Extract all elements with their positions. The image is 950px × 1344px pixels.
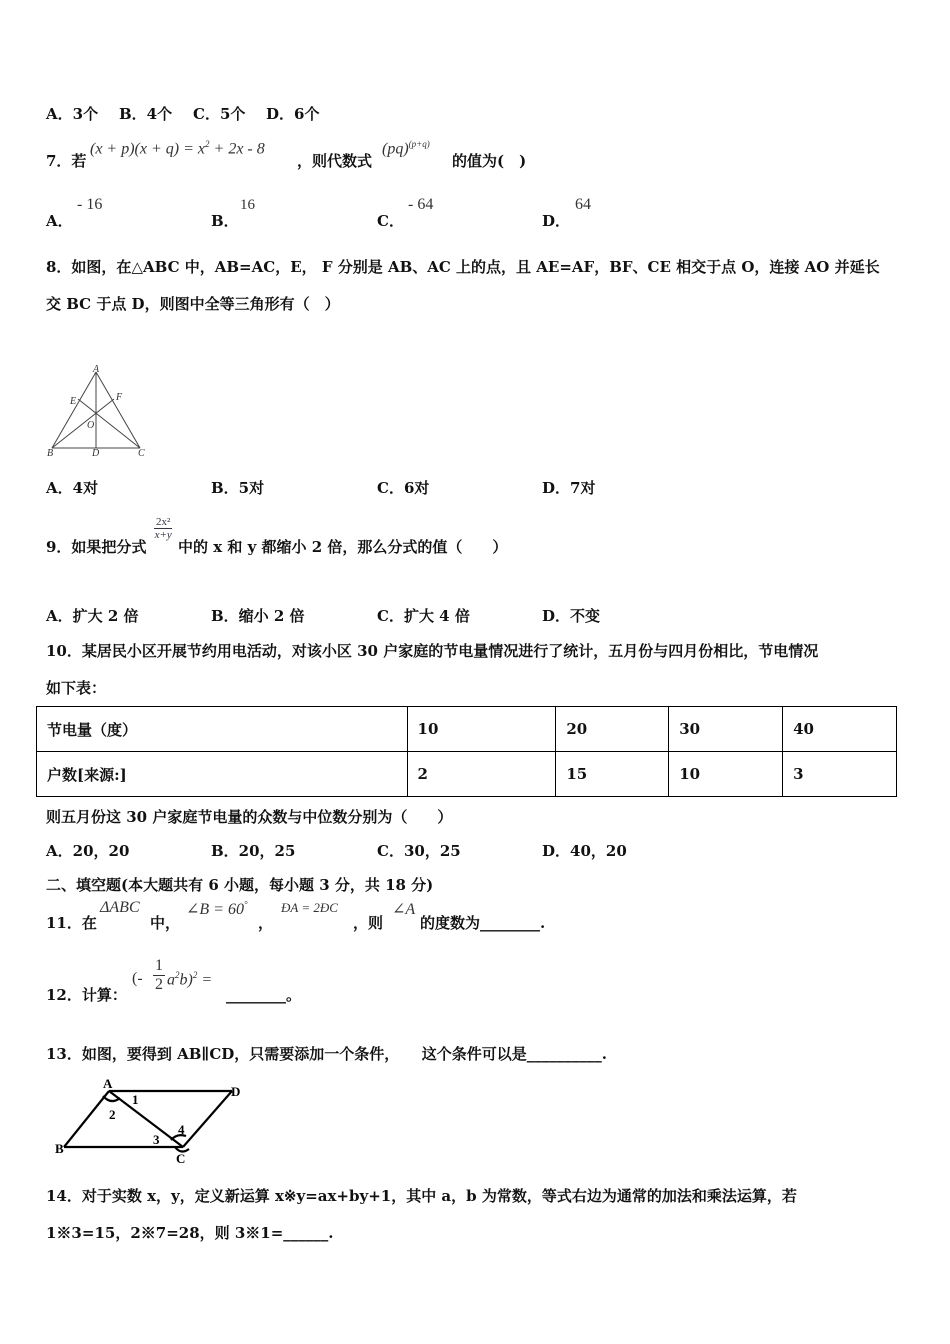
q7-option-a-value: - 16 bbox=[77, 196, 103, 213]
table-cell: 20 bbox=[556, 707, 669, 752]
q12-fraction bbox=[153, 957, 165, 994]
q8-label-c: C bbox=[138, 448, 145, 458]
q13-label-a: A bbox=[103, 1076, 113, 1091]
q7-expression: (pq)$^{(p+q)}$ bbox=[382, 139, 430, 158]
q11-prefix: 11．在 bbox=[46, 914, 97, 932]
q14-line2: 1※3=15，2※7=28，则 3※1=______. bbox=[46, 1224, 334, 1242]
q8-label-o: O bbox=[87, 420, 95, 431]
q9-fraction-num: 2x² bbox=[156, 516, 171, 528]
table-cell: 节电量（度） bbox=[37, 707, 408, 752]
q8-triangle-figure bbox=[44, 364, 156, 458]
q11-angle-a: ∠A bbox=[392, 901, 416, 918]
table-cell: 40 bbox=[783, 707, 897, 752]
q7-option-c-value: - 64 bbox=[408, 196, 434, 213]
q14-line1: 14．对于实数 x，y，定义新运算 x※y=ax+by+1，其中 a，b 为常数，等式右边为通常的加法和乘法运算，若 bbox=[46, 1187, 797, 1205]
table-cell: 30 bbox=[669, 707, 783, 752]
q10-after: 则五月份这 30 户家庭节电量的众数与中位数分别为（ ） bbox=[46, 808, 453, 826]
q13-label-b: B bbox=[55, 1141, 64, 1156]
q13-label-1: 1 bbox=[132, 1092, 139, 1107]
q9-option-b: B．缩小 2 倍 bbox=[211, 607, 305, 625]
q8-label-d: D bbox=[92, 448, 100, 458]
q10-option-b: B．20，25 bbox=[211, 842, 296, 860]
q8-option-c: C．6对 bbox=[377, 479, 430, 497]
q7-equation: $(x + p)(x + q) = x^2 + 2x - 8$ bbox=[90, 139, 265, 158]
table-row bbox=[37, 707, 897, 752]
q7-option-a-label: A． bbox=[46, 212, 73, 230]
q10-line1: 10．某居民小区开展节约用电活动，对该小区 30 户家庭的节电量情况进行了统计，五月份与四月份相比，节电情况 bbox=[46, 642, 819, 660]
q8-label-f: F bbox=[116, 392, 123, 403]
q7-suffix: 的值为( ) bbox=[452, 152, 527, 170]
q13-text: 13．如图，要得到 AB∥CD，只需要添加一个条件， 这个条件可以是__________. bbox=[46, 1045, 608, 1063]
table-row bbox=[37, 752, 897, 797]
q9-fraction bbox=[154, 516, 172, 541]
q8-option-b: B．5对 bbox=[211, 479, 265, 497]
q12-open: (- bbox=[132, 970, 143, 987]
q11-mid1: 中， bbox=[150, 914, 181, 932]
q8-line1: 8．如图，在△ABC 中，AB=AC，E， F 分别是 AB、AC 上的点，且 AE=AF，BF、CE 相交于点 O，连接 AO 并延长 bbox=[46, 258, 880, 276]
table-cell: 10 bbox=[669, 752, 783, 797]
q13-label-d: D bbox=[231, 1084, 241, 1099]
q9-option-a: A．扩大 2 倍 bbox=[46, 607, 139, 625]
q9-option-d: D．不变 bbox=[542, 607, 601, 625]
q10-option-c: C．30，25 bbox=[377, 842, 461, 860]
table-cell: 15 bbox=[556, 752, 669, 797]
q12-frac-den: 2 bbox=[155, 976, 163, 993]
q10-line2: 如下表： bbox=[46, 679, 107, 697]
q11-triangle: ΔABC bbox=[100, 899, 140, 916]
q7-option-d-label: D． bbox=[542, 212, 571, 230]
q13-label-3: 3 bbox=[153, 1132, 160, 1147]
q8-option-a: A．4对 bbox=[46, 479, 99, 497]
q7-option-b-value: 16 bbox=[240, 197, 255, 213]
q12-suffix: ________。 bbox=[226, 986, 302, 1004]
q10-option-d: D．40，20 bbox=[542, 842, 627, 860]
q8-label-b: B bbox=[47, 448, 54, 458]
section2-heading: 二、填空题(本大题共有 6 小题，每小题 3 分，共 18 分) bbox=[46, 876, 434, 894]
q9-prefix: 9．如果把分式 bbox=[46, 538, 147, 556]
q8-label-a: A bbox=[93, 364, 100, 375]
q13-label-4: 4 bbox=[178, 1122, 185, 1137]
q11-angle-b: ∠B = 60° bbox=[186, 899, 248, 918]
q10-option-a: A．20，20 bbox=[46, 842, 130, 860]
q6-option-d: D．6个 bbox=[266, 105, 320, 123]
q13-label-2: 2 bbox=[109, 1107, 116, 1122]
q13-label-c: C bbox=[176, 1151, 186, 1166]
q6-option-b: B．4个 bbox=[119, 105, 173, 123]
q11-comma: ， bbox=[258, 914, 274, 932]
q6-option-a: A．3个 bbox=[46, 105, 99, 123]
table-cell: 2 bbox=[407, 752, 556, 797]
table-cell: 户数[来源:] bbox=[37, 752, 408, 797]
q8-label-e: E bbox=[70, 396, 77, 407]
q7-option-c-label: C． bbox=[377, 212, 404, 230]
q8-line2: 交 BC 于点 D，则图中全等三角形有（ ） bbox=[46, 295, 340, 313]
q12-prefix: 12．计算： bbox=[46, 986, 127, 1004]
q12-close: $a^2b)^2$ = bbox=[167, 970, 213, 989]
q13-parallelogram-figure bbox=[54, 1076, 246, 1166]
q9-fraction-den: x+y bbox=[154, 529, 172, 541]
q6-option-c: C．5个 bbox=[193, 105, 246, 123]
q8-option-d: D．7对 bbox=[542, 479, 596, 497]
table-cell: 3 bbox=[783, 752, 897, 797]
q11-relation: ÐA = 2ÐC bbox=[281, 900, 338, 915]
q11-mid2: ，则 bbox=[353, 914, 384, 932]
q12-frac-num: 1 bbox=[155, 957, 163, 974]
q10-table bbox=[36, 706, 897, 797]
q7-prefix: 7．若 bbox=[46, 152, 87, 170]
q9-option-c: C．扩大 4 倍 bbox=[377, 607, 470, 625]
table-cell: 10 bbox=[407, 707, 556, 752]
q7-option-b-label: B． bbox=[211, 212, 239, 230]
q7-option-d-value: 64 bbox=[575, 196, 591, 213]
q7-middle: ，则代数式 bbox=[297, 152, 373, 170]
q9-suffix: 中的 x 和 y 都缩小 2 倍，那么分式的值（ ） bbox=[178, 538, 508, 556]
q11-suffix: 的度数为________. bbox=[420, 914, 546, 932]
